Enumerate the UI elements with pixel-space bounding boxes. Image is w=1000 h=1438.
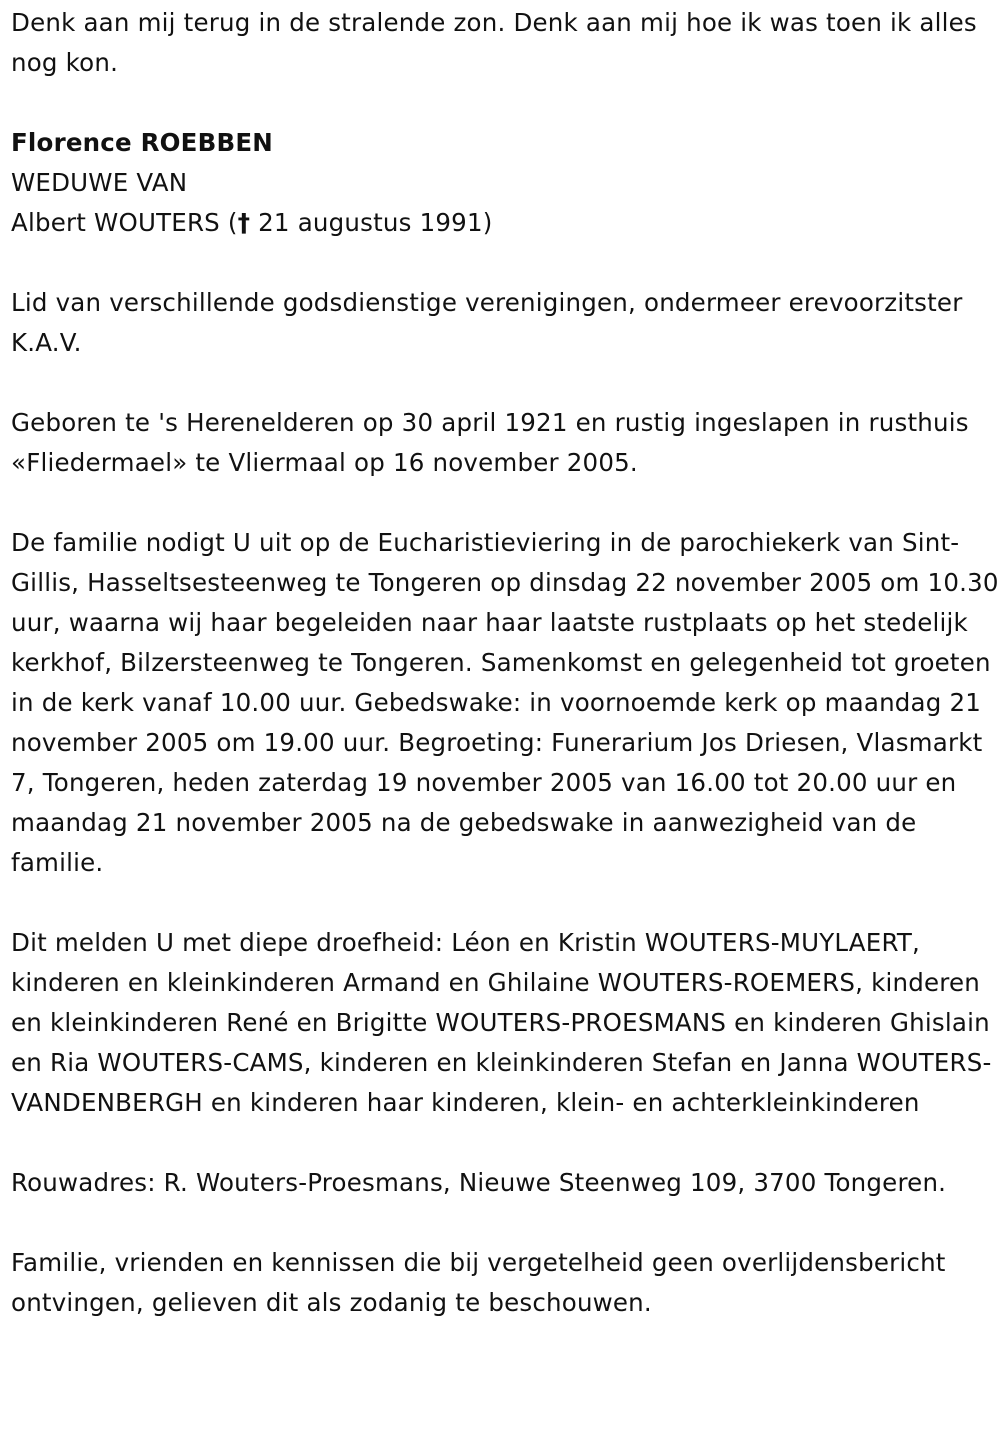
- cross-icon: †: [237, 208, 251, 237]
- relation-label: WEDUWE VAN: [11, 168, 188, 197]
- ceremony-text: De familie nodigt U uit op de Eucharistieviering in de parochiekerk van Sint-Gillis, Hasseltsesteenweg te Tongeren op dinsdag 22 november 2005 om 10.30 uur, waarna wij haar begeleiden naar haar laatste rustplaats op het stedelijk kerkhof, Bilzersteenweg te Tongeren. Samenkomst en gelegenheid tot groeten in de kerk vanaf 10.00 uur. Gebedswake: in voornoemde kerk op maandag 21 november 2005 om 19.00 uur. Begroeting: Funerarium Jos Driesen, Vlasmarkt 7, Tongeren, heden zaterdag 19 november 2005 van 16.00 tot 20.00 uur en maandag 21 november 2005 na de gebedswake in aanwezigheid van de familie.: [11, 528, 999, 877]
- mourning-address-text: Rouwadres: R. Wouters-Proesmans, Nieuwe Steenweg 109, 3700 Tongeren.: [11, 1168, 947, 1197]
- spouse-name: Albert WOUTERS: [11, 208, 220, 237]
- motto-text: Denk aan mij terug in de stralende zon. Denk aan mij hoe ik was toen ik alles nog kon.: [11, 8, 977, 77]
- spacer: [11, 1123, 1000, 1163]
- announcers-text: Dit melden U met diepe droefheid: Léon en Kristin WOUTERS-MUYLAERT, kinderen en kleinkinderen Armand en Ghilaine WOUTERS-ROEMERS, kinderen en kleinkinderen René en Brigitte WOUTERS-PROESMANS en kinderen Ghislain en Ria WOUTERS-CAMS, kinderen en kleinkinderen Stefan en Janna WOUTERS-VANDENBERGH en kinderen haar kinderen, klein- en achterkleinkinderen: [11, 928, 992, 1117]
- spacer: [11, 883, 1000, 923]
- paren-open: (: [227, 208, 238, 237]
- spouse-death-date: 21 augustus 1991): [258, 208, 493, 237]
- birth-death-text: Geboren te 's Herenelderen op 30 april 1921 en rustig ingeslapen in rusthuis «Fliedermael» te Vliermaal op 16 november 2005.: [11, 408, 969, 477]
- membership-text: Lid van verschillende godsdienstige verenigingen, ondermeer erevoorzitster K.A.V.: [11, 288, 963, 357]
- deceased-name: Florence ROEBBEN: [11, 128, 273, 157]
- closing-note-text: Familie, vrienden en kennissen die bij vergetelheid geen overlijdensbericht ontvingen, gelieven dit als zodanig te beschouwen.: [11, 1248, 946, 1317]
- spacer: [11, 83, 1000, 123]
- spacer: [11, 1203, 1000, 1243]
- spouse-line: [11, 203, 1000, 243]
- spacer: [11, 363, 1000, 403]
- spacer: [11, 243, 1000, 283]
- spacer: [11, 483, 1000, 523]
